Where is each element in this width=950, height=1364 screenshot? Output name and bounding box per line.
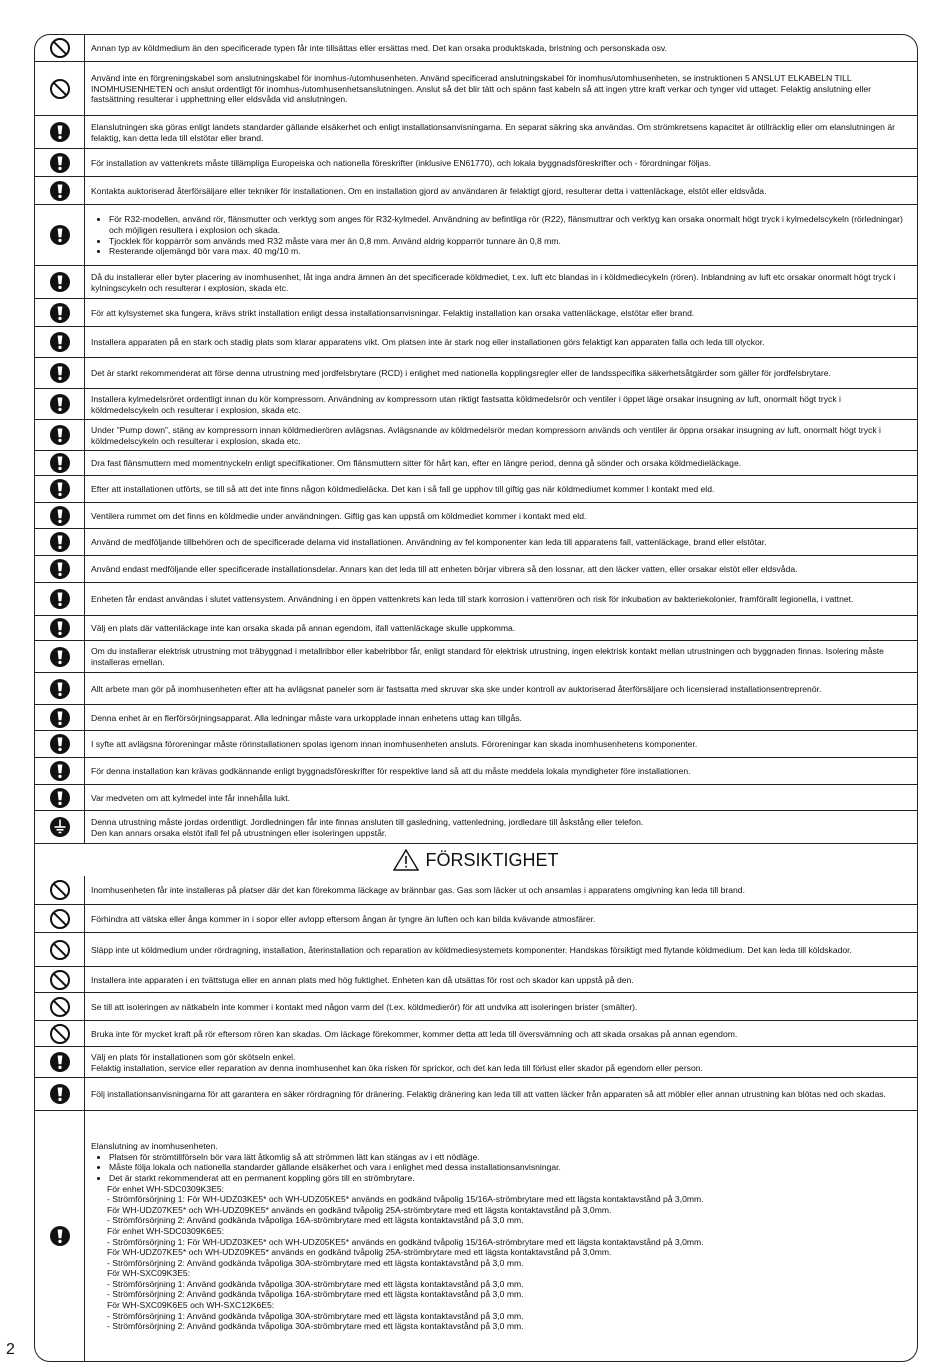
instruction-row [35,115,917,148]
instruction-text-cell [85,503,917,528]
icon-cell [35,149,85,176]
instruction-text-cell [85,616,917,640]
instruction-text-cell [85,785,917,810]
instruction-text: Elanslutningen ska göras enligt landets standarder gällande elsäkerhet och enligt installationsanvisningarna. En separat säkring ska användas. Om strömkretsens kapacitet är otillräcklig eller om elanslutningen är felaktig, kan detta leda till elstötar eller brand. [91,121,895,143]
instruction-text-cell [85,933,917,966]
instruction-text: Använd endast medföljande eller specificerade installationsdelar. Annars kan det leda till att enheten börjar vibrera så den lossnar, att den läcker vatten, eller orsakar elstöt eller eldsvåda. [91,564,798,575]
instruction-detail-line: - Strömförsörjning 2: Använd godkända tvåpoliga 30A-strömbrytare med ett lägsta kontaktavstånd på 3,0 mm. [107,1257,524,1268]
mandatory-icon [49,1225,71,1247]
icon-cell [35,556,85,582]
instruction-row [35,1110,917,1361]
instruction-text: Enheten får endast användas i slutet vattensystem. Användning i en öppen vattenkrets kan leda till stark korrosion i vattenrören och risk för inkubation av bakteriekolonier, framförallt legionella, i vattnet. [91,594,854,605]
instruction-text: Välj en plats för installationen som gör skötseln enkel. Felaktig installation, service eller reparation av denna inomhusenhet kan öka risken för sprickor, och det kan leda till förlust eller skador på egendom eller person. [91,1051,703,1073]
mandatory-icon [49,224,71,246]
instruction-text: För att kylsystemet ska fungera, krävs strikt installation enligt dessa installationsanvisningar. Felaktig installation kan orsaka vattenläckage, elstötar eller brand. [91,307,695,318]
instruction-detail-line: - Strömförsörjning 2: Använd godkända tvåpoliga 16A-strömbrytare med ett lägsta kontaktavstånd på 3,0 mm. [107,1215,524,1226]
instruction-row [35,61,917,115]
instruction-text: Se till att isoleringen av nätkabeln inte kommer i kontakt med någon varm del (t.ex. köldmedierör) för att undvika att isoleringen brister (smälter). [91,1001,638,1012]
instruction-text: Om du installerar elektrisk utrustning mot träbyggnad i metallribbor eller kabelribbor får, enligt standard för elektrisk utrustning, ingen elektrisk kontakt mellan utrustningen och byggnaden finnas. Isolering måste installeras emellan. [91,646,884,667]
instruction-text-cell [85,451,917,475]
mandatory-icon [49,733,71,755]
instruction-bullet: • Det är starkt rekommenderat att en permanent koppling görs till en strömbrytare. [109,1173,911,1184]
icon-cell [35,1047,85,1077]
instruction-detail-line: För enhet WH-SDC0309K3E5: [107,1183,225,1194]
instruction-row [35,1046,917,1077]
instruction-text-cell [85,1078,917,1110]
instruction-row [35,148,917,176]
instruction-text-cell [85,529,917,555]
instruction-detail-line: För WH-UDZ07KE5* och WH-UDZ09KE5* används en godkänd tvåpolig 25A-strömbrytare med ett lägsta kontaktavstånd på 3,0mm. [107,1247,612,1258]
instruction-text-cell [85,358,917,388]
instruction-row [35,904,917,932]
instruction-row [35,730,917,757]
instruction-text-cell [85,673,917,704]
instruction-text: Släpp inte ut köldmedium under rördragning, installation, återinstallation och reparation av köldmediesystemets komponenter. Handskas försiktigt med flytande köldmedium. Det kan leda till köldskador. [91,944,852,955]
instruction-text: Förhindra att vätska eller ånga kommer in i sopor eller avlopp eftersom ångan är tyngre än luften och kan bilda kvävande atmosfärer. [91,913,596,924]
instruction-detail-line: - Strömförsörjning 1: För WH-UDZ03KE5* och WH-UDZ05KE5* används en godkänd tvåpolig 15/16A-strömbrytare med ett lägsta kontaktavstånd på 3,0mm. [107,1236,704,1247]
instruction-bullet: • Tjocklek för kopparrör som används med R32 måste vara mer än 0,8 mm. Använd aldrig kopparrör tunnare än 0,8 mm. [109,236,911,247]
instruction-text: Allt arbete man gör på inomhusenheten efter att ha avlägsnat paneler som är fastsatta med skruvar ska ske under kontroll av auktoriserad återförsäljare och licensierad installationsentreprenör. [91,683,822,694]
instruction-row [35,876,917,904]
mandatory-icon [49,760,71,782]
warning-section [35,35,917,843]
icon-cell [35,529,85,555]
mandatory-icon [49,1051,71,1073]
instruction-text-cell [85,266,917,298]
instruction-text-cell [85,641,917,672]
mandatory-icon [49,271,71,293]
icon-cell [35,641,85,672]
instruction-text-cell [85,758,917,784]
instruction-text: Denna enhet är en flerförsörjningsapparat. Alla ledningar måste vara urkopplade innan enhetens uttag kan tillgås. [91,712,522,723]
instruction-text: Då du installerar eller byter placering av inomhusenhet, låt inga andra ämnen än det specificerade köldmediet, t.ex. luft etc blandas in i köldmediecykeln (rören). Inblandning av luft etc orsakar onormalt högt tryck i kylningscykeln och resulterar i explosion, skada etc. [91,271,896,293]
instruction-text-cell [85,205,917,265]
caution-heading-row [35,843,917,876]
icon-cell [35,62,85,115]
instruction-row [35,388,917,419]
icon-cell [35,876,85,904]
caution-triangle-icon [393,849,419,871]
instruction-text: Det är starkt rekommenderat att förse denna utrustning med jordfelsbrytare (RCD) i enlighet med nationella kopplingsregler eller de landsspecifika säkerhetsåtgärder som gäller för jordfelsbrytare. [91,368,831,379]
instruction-text-cell [85,389,917,419]
instruction-text-cell [85,476,917,502]
safety-table [34,34,918,1362]
mandatory-icon [49,787,71,809]
instruction-row [35,35,917,61]
instruction-detail-line: - Strömförsörjning 2: Använd godkända tvåpoliga 30A-strömbrytare med ett lägsta kontaktavstånd på 3,0 mm. [107,1321,524,1332]
instruction-row [35,502,917,528]
prohibition-icon [49,908,71,930]
instruction-detail-line: - Strömförsörjning 1: För WH-UDZ03KE5* och WH-UDZ05KE5* används en godkänd tvåpolig 15/16A-strömbrytare med ett lägsta kontaktavstånd på 3,0mm. [107,1194,704,1205]
instruction-text-cell [85,177,917,204]
prohibition-icon [49,996,71,1018]
instruction-row [35,966,917,992]
instruction-row [35,640,917,672]
mandatory-icon [49,505,71,527]
instruction-row [35,582,917,615]
instruction-text-cell [85,811,917,843]
instruction-bullet: • Måste följa lokala och nationella standarder gällande elsäkerhet och vara i enlighet med dessa installationsanvisningar. [109,1162,911,1173]
instruction-text: I syfte att avlägsna föroreningar måste rörinstallationen spolas igenom innan inomhusenheten ansluts. Föroreningar kan skada inomhusenhetens komponenter. [91,739,698,750]
instruction-row [35,932,917,966]
mandatory-icon [49,331,71,353]
instruction-row [35,784,917,810]
instruction-row [35,298,917,326]
prohibition-icon [49,969,71,991]
icon-cell [35,451,85,475]
instruction-text-cell [85,731,917,757]
instruction-bullet-list [91,1152,911,1184]
instruction-text: Välj en plats där vattenläckage inte kan orsaka skada på annan egendom, ifall vattenläckage skulle uppkomma. [91,623,516,634]
instruction-text-cell [85,583,917,615]
icon-cell [35,583,85,615]
icon-cell [35,731,85,757]
instruction-row [35,757,917,784]
icon-cell [35,1021,85,1046]
mandatory-icon [49,362,71,384]
mandatory-icon [49,121,71,143]
instruction-row [35,357,917,388]
icon-cell [35,933,85,966]
instruction-text-cell [85,35,917,61]
instruction-row [35,704,917,730]
icon-cell [35,35,85,61]
instruction-text-cell [85,1047,917,1077]
instruction-text-cell [85,1111,917,1361]
instruction-bullet: • Platsen för strömtillförseln bör vara lätt åtkomlig så att strömmen lätt kan stängas av i ett nödläge. [109,1152,911,1163]
instruction-text-cell [85,905,917,932]
instruction-text-cell [85,299,917,326]
instruction-text: Ventilera rummet om det finns en köldmedie under användningen. Giftig gas kan uppstå om köldmediet kommer i kontakt med eld. [91,510,587,521]
instruction-text: Installera inte apparaten i en tvättstuga eller en annan plats med hög fuktighet. Enheten kan då utsättas för rost och skador kan uppstå på den. [91,974,634,985]
instruction-text: Följ installationsanvisningarna för att garantera en säker rördragning för dränering. Felaktig dränering kan leda till att vatten läcker från apparaten så att möbler eller annan utrustning kan blötas ned och skadas. [91,1089,886,1100]
instruction-text-cell [85,967,917,992]
instruction-text: Inomhusenheten får inte installeras på platser där det kan förekomma läckage av brännbar gas. Gas som läcker ut och ansamlas i apparatens omgivning kan leda till brand. [91,885,745,896]
instruction-row [35,615,917,640]
instruction-text: Kontakta auktoriserad återförsäljare eller tekniker för installationen. Om en installation gjord av användaren är felaktigt gjord, resulterar detta i vattenläckage, elstöt eller eldsvåda. [91,185,767,196]
icon-cell [35,476,85,502]
instruction-detail-line: För WH-SXC09K3E5: [107,1268,191,1279]
mandatory-icon [49,152,71,174]
instruction-text-cell [85,876,917,904]
mandatory-icon [49,646,71,668]
instruction-detail-line: - Strömförsörjning 2: Använd godkända tvåpoliga 16A-strömbrytare med ett lägsta kontaktavstånd på 3,0 mm. [107,1289,524,1300]
instruction-text: Installera apparaten på en stark och stadig plats som klarar apparatens vikt. Om platsen inte är stark nog eller installationen görs felaktigt kan apparaten falla och leda till olyckor. [91,337,765,348]
instruction-row [35,672,917,704]
icon-cell [35,389,85,419]
icon-cell [35,420,85,450]
icon-cell [35,299,85,326]
instruction-text: Använd de medföljande tillbehören och de specificerade delarna vid installationen. Användning av fel komponenter kan leda till apparatens fall, vattenläckage, brand eller elstötar. [91,537,767,548]
instruction-text-cell [85,705,917,730]
icon-cell [35,673,85,704]
caution-section [35,876,917,1361]
icon-cell [35,993,85,1020]
instruction-detail-line: För WH-UDZ07KE5* och WH-UDZ09KE5* används en godkänd tvåpolig 25A-strömbrytare med ett lägsta kontaktavstånd på 3,0mm. [107,1204,612,1215]
icon-cell [35,967,85,992]
instruction-row [35,326,917,357]
icon-cell [35,905,85,932]
instruction-text: Denna utrustning måste jordas ordentligt. Jordledningen får inte finnas ansluten till gasledning, vattenledning, jordledare till åskstång eller telefon. Den kan annars orsaka elstöt ifall fel på utrustningen eller isoleringen uppstår. [91,816,644,838]
icon-cell [35,503,85,528]
mandatory-icon [49,558,71,580]
instruction-text-cell [85,327,917,357]
mandatory-icon [49,707,71,729]
instruction-bullet: • För R32-modellen, använd rör, flänsmutter och verktyg som anges för R32-kylmedel. Användning av befintliga rör (R22), flänsmuttrar och verktyg kan orsaka onormalt högt tryck i kylmedelscykeln (rörledningar) och möjligen resultera i explosion och skada. [109,214,911,235]
mandatory-icon [49,531,71,553]
instruction-text: Efter att installationen utförts, se till så att det inte finns någon köldmedieläcka. Det kan i så fall ge upphov till giftig gas när köldmediumet kommer I kontakt med eld. [91,484,715,495]
instruction-text: För denna installation kan krävas godkännande enligt byggnadsföreskrifter för respektive land så att du måste meddela lokala myndigheter före installationen. [91,766,691,777]
instruction-text: Bruka inte för mycket kraft på rör eftersom rören kan skadas. Om läckage förekommer, kommer detta att leda till översvämning och att skada orsakas på annan egendom. [91,1028,738,1039]
prohibition-icon [49,1023,71,1045]
instruction-text: Installera kylmedelsröret ordentligt innan du kör kompressorn. Användning av kompressorn utan riktigt fastsatta köldmedelsrör och ventiler i öppet läge orsakar insugning av luft, onormalt högt tryck i köldmedelscykeln och resulterar i explosion, skada etc. [91,393,841,415]
icon-cell [35,811,85,843]
icon-cell [35,327,85,357]
icon-cell [35,705,85,730]
instruction-text-cell [85,149,917,176]
ground-icon [49,816,71,838]
prohibition-icon [49,37,71,59]
prohibition-icon [49,879,71,901]
instruction-row [35,419,917,450]
instruction-row [35,265,917,298]
icon-cell [35,358,85,388]
icon-cell [35,177,85,204]
instruction-heading: Elanslutning av inomhusenheten. [91,1141,218,1152]
mandatory-icon [49,180,71,202]
mandatory-icon [49,302,71,324]
mandatory-icon [49,478,71,500]
instruction-text-cell [85,62,917,115]
instruction-text: Annan typ av köldmedium än den specificerade typen får inte tillsättas eller ersättas med. Det kan orsaka produktskada, bristning och personskada osv. [91,43,667,54]
instruction-row [35,810,917,843]
instruction-text: Dra fast flänsmuttern med momentnyckeln enligt specifikationer. Om flänsmuttern sitter för hårt kan, efter en längre period, denna gå sönder och orsaka köldmedieläckage. [91,458,742,469]
instruction-text: Under ”Pump down”, stäng av kompressorn innan köldmedierören avlägsnas. Avlägsnande av köldmedelsrör medan kompressorn används och ventiler är öppna orsakar insugning av luft, onormalt högt tryck i köldmedelscykeln och resulterar i explosion, skada etc. [91,424,881,446]
instruction-details [91,1184,911,1332]
icon-cell [35,785,85,810]
prohibition-icon [49,78,71,100]
instruction-text: För installation av vattenkrets måste tillämpliga Europeiska och nationella föreskrifter (inklusive EN61770), och lokala byggnadsföreskrifter och - förordningar följas. [91,157,712,168]
instruction-text-cell [85,556,917,582]
instruction-row [35,475,917,502]
mandatory-icon [49,617,71,639]
caution-heading: FÖRSIKTIGHET [425,849,559,870]
instruction-row [35,1077,917,1110]
instruction-row [35,450,917,475]
instruction-text: Använd inte en förgreningskabel som anslutningskabel för inomhus-/utomhusenheten. Använd specificerad anslutningskabel för inomhus/utomhusenheten, se instruktionen 5 ANSLUT ELKABELN TILL INOMHUSENHETEN och anslut ordentligt för inomhus-/utomhusenhetsanslutningen. Anslut så det blir tätt och spänn fast kabeln så att ingen yttre kraft verkar och tynger vid uttaget. Felaktig anslutning eller fastsättning resulterar i upphettning eller eldsvåda vid anslutningen. [91,73,872,105]
mandatory-icon [49,452,71,474]
instruction-detail-line: För WH-SXC09K6E5 och WH-SXC12K6E5: [107,1300,275,1311]
instruction-bullet: • Resterande oljemängd bör vara max. 40 mg/10 m. [109,246,911,257]
instruction-text-cell [85,1021,917,1046]
mandatory-icon [49,1083,71,1105]
icon-cell [35,205,85,265]
instruction-bullet-list [91,214,911,256]
instruction-row [35,204,917,265]
instruction-text-cell [85,116,917,148]
mandatory-icon [49,678,71,700]
instruction-text: Var medveten om att kylmedel inte får innehålla lukt. [91,792,291,803]
instruction-row [35,1020,917,1046]
prohibition-icon [49,939,71,961]
instruction-text-cell [85,420,917,450]
instruction-detail-line: För enhet WH-SDC0309K6E5: [107,1225,225,1236]
page-number: 2 [6,1341,15,1358]
icon-cell [35,616,85,640]
instruction-detail-line: - Strömförsörjning 1: Använd godkända tvåpoliga 30A-strömbrytare med ett lägsta kontaktavstånd på 3,0 mm. [107,1278,524,1289]
icon-cell [35,1078,85,1110]
instruction-row [35,528,917,555]
instruction-row [35,176,917,204]
icon-cell [35,1111,85,1361]
mandatory-icon [49,393,71,415]
icon-cell [35,758,85,784]
icon-cell [35,266,85,298]
instruction-text-cell [85,993,917,1020]
instruction-row [35,992,917,1020]
icon-cell [35,116,85,148]
instruction-detail-line: - Strömförsörjning 1: Använd godkända tvåpoliga 30A-strömbrytare med ett lägsta kontaktavstånd på 3,0 mm. [107,1310,524,1321]
instruction-row [35,555,917,582]
mandatory-icon [49,424,71,446]
mandatory-icon [49,588,71,610]
